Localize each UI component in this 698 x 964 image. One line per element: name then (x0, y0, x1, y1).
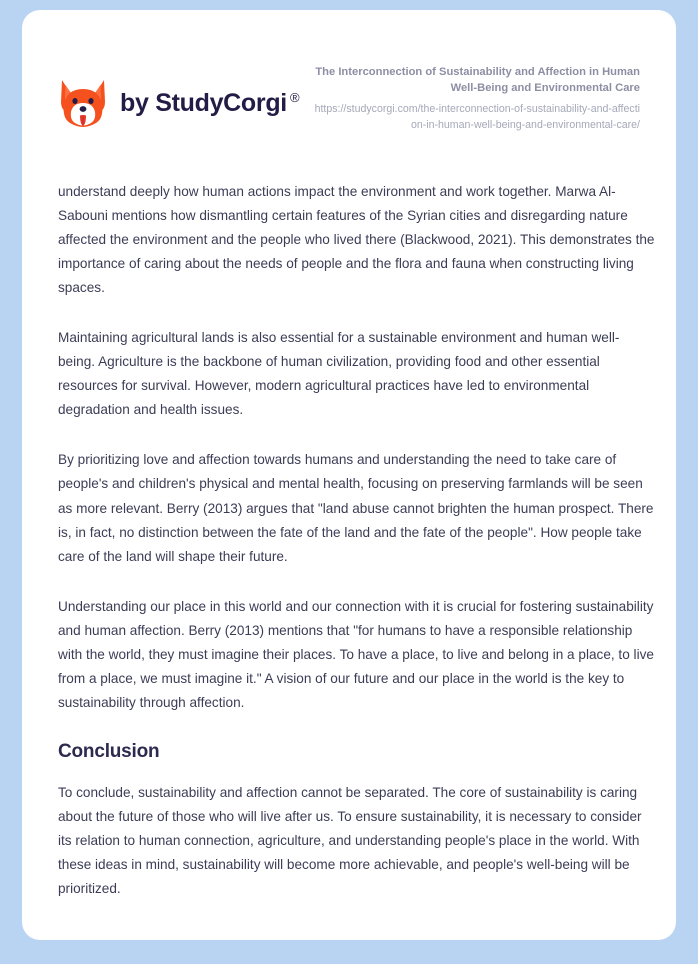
brand-name (120, 89, 299, 118)
document-header (58, 62, 640, 133)
brand-name-text: by StudyCorgi (120, 88, 287, 117)
registered-trademark-icon: ® (289, 89, 300, 105)
body-paragraph: By prioritizing love and affection towards humans and understanding the need to take care of people's and children's physical and mental health, focusing on preserving farmlands will be seen as more relevant. Berry (2013) argues that "land abuse cannot brighten the human prospect. There is, in fact, no distinction between the fate of the land and the fate of the people". How people take care of the land will shape their future. (58, 452, 654, 564)
brand-logo[interactable] (58, 62, 299, 130)
conclusion-paragraph: To conclude, sustainability and affection cannot be separated. The core of sustainability is caring about the future of those who will live after us. To ensure sustainability, it is necessary to consider its relation to human connection, agriculture, and understanding people's place in the world. With these ideas in mind, sustainability will become more achievable, and people's well-being will be prioritized. (58, 784, 642, 897)
document-page-card (22, 10, 676, 940)
document-url[interactable]: https://studycorgi.com/the-interconnection-of-sustainability-and-affection-in-human-well-being-and-environmental-care/ (314, 103, 640, 131)
body-paragraph: Maintaining agricultural lands is also essential for a sustainable environment and human well-being. Agriculture is the backbone of human civilization, providing food and other essential resources for survival. However, modern agricultural practices have led to environmental degradation and health issues. (58, 330, 620, 418)
body-paragraph: understand deeply how human actions impact the environment and work together. Marwa Al-Sabouni mentions how dismantling certain features of the Syrian cities and disregarding nature affected the environment and the people who lived there (Blackwood, 2021). This demonstrates the importance of caring about the needs of people and the flora and fauna when constructing living spaces. (58, 184, 655, 296)
corgi-head-icon (58, 76, 108, 130)
conclusion-heading: Conclusion (58, 740, 160, 762)
body-paragraph: Understanding our place in this world and our connection with it is crucial for fostering sustainability and human affection. Berry (2013) mentions that "for humans to have a responsible relationship with the world, they must imagine their places. To have a place, to live and belong in a place, to live from a place, we must imagine it." A vision of our future and our place in the world is the key to sustainability through affection. (58, 598, 654, 710)
header-meta (310, 62, 640, 133)
document-body (58, 180, 656, 901)
document-title: The Interconnection of Sustainability and Affection in Human Well-Being and Environmental Care (315, 66, 640, 95)
